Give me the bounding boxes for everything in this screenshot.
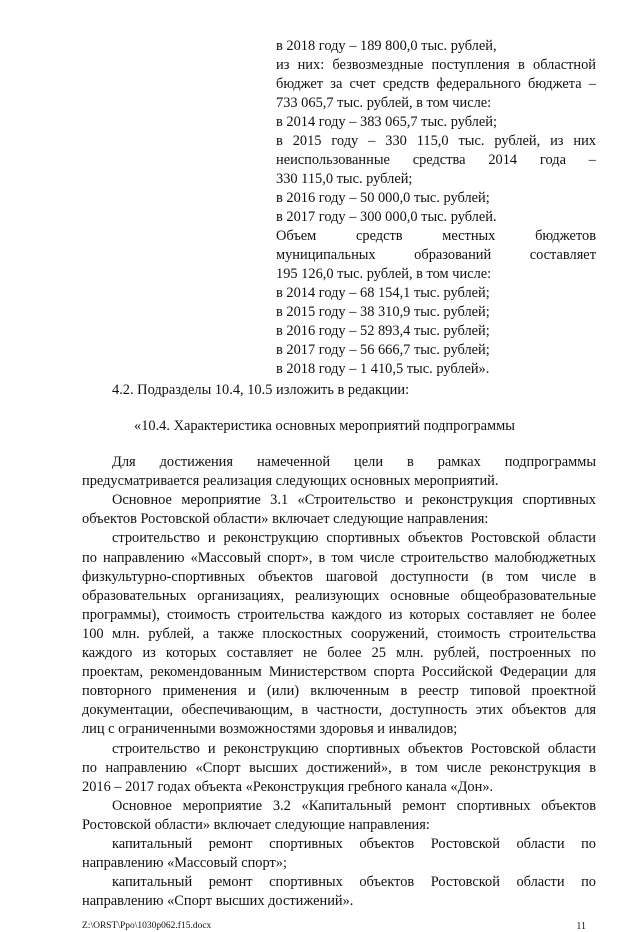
text-line: Основное мероприятие 3.2 «Капитальный ремонт спортивных объектов xyxy=(112,797,596,814)
text-line: 100 млн. рублей, а также плоскостных сооружений, стоимость строительства xyxy=(82,625,596,642)
text-line: Объем средств местных бюджетов xyxy=(276,228,596,244)
text-line: программы), стоимость строительства каждого из которых составляет не более xyxy=(82,606,596,623)
item-4-2: 4.2. Подразделы 10.4, 10.5 изложить в редакции: xyxy=(112,382,410,398)
text-line: в 2017 году – 56 666,7 тыс. рублей; xyxy=(276,342,490,358)
text-line: строительство и реконструкцию спортивных объектов Ростовской области xyxy=(112,530,596,547)
footer-file-path: Z:\ORST\Ppo\1030p062.f15.docx xyxy=(82,921,212,932)
text-line: направлению «Массовый спорт»; xyxy=(82,855,287,872)
text-line: в 2014 году – 383 065,7 тыс. рублей; xyxy=(276,114,497,130)
section-heading: «10.4. Характеристика основных мероприятий подпрограммы xyxy=(134,418,515,434)
text-line: бюджет за счет средств федерального бюджета – xyxy=(276,76,596,92)
text-line: 195 126,0 тыс. рублей, в том числе: xyxy=(276,266,492,282)
text-line: 330 115,0 тыс. рублей; xyxy=(276,171,413,187)
text-line: строительство и реконструкцию спортивных объектов Ростовской области xyxy=(112,740,596,757)
text-line: направлению «Спорт высших достижений». xyxy=(82,893,354,910)
text-line: капитальный ремонт спортивных объектов Ростовской области по xyxy=(112,874,596,891)
text-line: неиспользованные средства 2014 года – xyxy=(276,152,596,168)
text-line: по направлению «Спорт высших достижений», в том числе реконструкция в xyxy=(82,759,596,776)
text-line: проектам, рекомендованным Министерством спорта Российской Федерации для xyxy=(82,664,596,681)
page-number: 11 xyxy=(576,921,586,932)
text-line: 2016 – 2017 годах объекта «Реконструкция гребного канала «Дон». xyxy=(82,778,494,795)
text-line: в 2014 году – 68 154,1 тыс. рублей; xyxy=(276,285,490,301)
text-line: в 2018 году – 1 410,5 тыс. рублей». xyxy=(276,361,490,377)
text-line: объектов Ростовской области» включает следующие направления: xyxy=(82,511,489,528)
text-line: в 2017 году – 300 000,0 тыс. рублей. xyxy=(276,209,497,225)
text-line: образовательных организациях, реализующих основные общеобразовательные xyxy=(82,587,596,604)
text-line: по направлению «Массовый спорт», в том числе строительство малобюджетных xyxy=(82,549,596,566)
text-line: предусматривается реализация следующих основных мероприятий. xyxy=(82,473,499,490)
text-line: муниципальных образований составляет xyxy=(276,247,596,263)
text-line: из них: безвозмездные поступления в областной xyxy=(276,57,596,73)
text-line: 733 065,7 тыс. рублей, в том числе: xyxy=(276,95,492,111)
text-line: Ростовской области» включает следующие направления: xyxy=(82,816,430,833)
text-line: в 2015 году – 330 115,0 тыс. рублей, из них xyxy=(276,133,596,149)
text-line: в 2016 году – 50 000,0 тыс. рублей; xyxy=(276,190,490,206)
text-line: физкультурно-спортивных объектов шаговой доступности (в том числе в xyxy=(82,568,596,585)
text-line: в 2018 году – 189 800,0 тыс. рублей, xyxy=(276,38,497,54)
text-line: капитальный ремонт спортивных объектов Ростовской области по xyxy=(112,836,596,852)
text-line: повторного применения и (или) включенным в реестр типовой проектной xyxy=(82,683,596,700)
text-line: Для достижения намеченной цели в рамках подпрограммы xyxy=(112,454,596,470)
text-line: в 2016 году – 52 893,4 тыс. рублей; xyxy=(276,323,490,339)
text-line: Основное мероприятие 3.1 «Строительство и реконструкция спортивных xyxy=(112,492,596,509)
text-line: каждого из которых составляет не более 25 млн. рублей, построенных по xyxy=(82,645,596,661)
text-line: в 2015 году – 38 310,9 тыс. рублей; xyxy=(276,304,490,320)
text-line: документации, обеспечивающим, в частности, доступность этих объектов для xyxy=(82,702,596,719)
text-line: лиц с ограниченными возможностями здоровья и инвалидов; xyxy=(82,721,458,738)
